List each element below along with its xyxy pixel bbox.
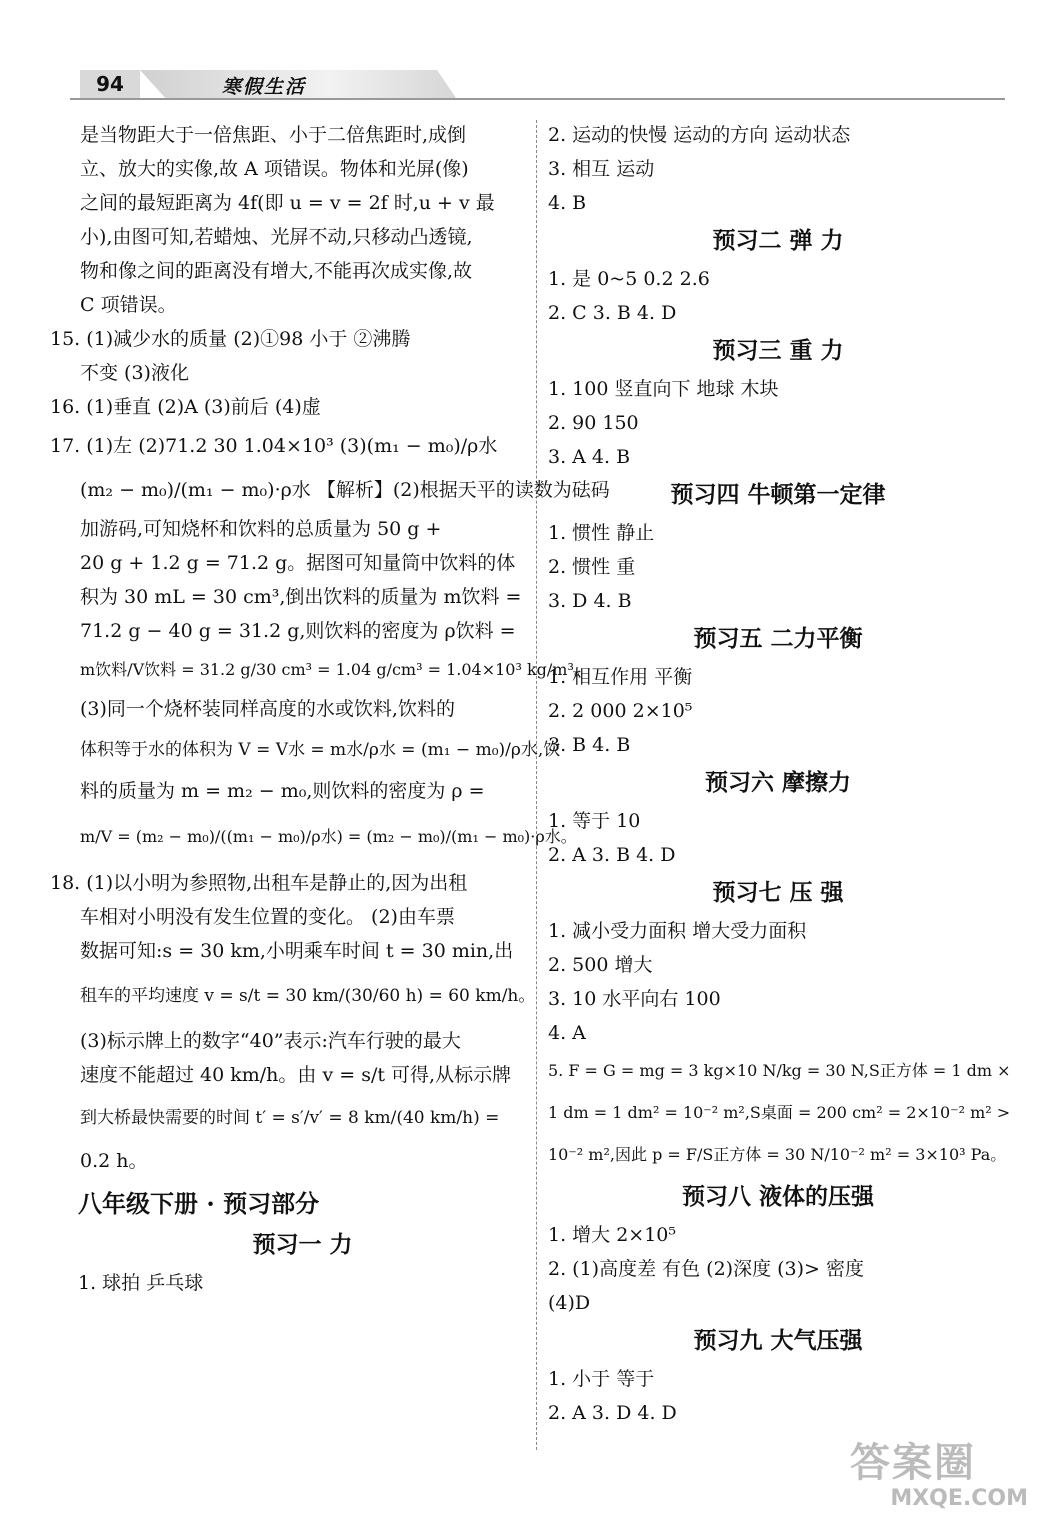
answer-line: 3. D 4. B [548,590,632,612]
text-line: 是当物距大于一倍焦距、小于二倍焦距时,成倒 [80,124,467,146]
text-line: 体积等于水的体积为 V = V水 = m水/ρ水 = (m₁ − m₀)/ρ水,饮 [80,740,561,760]
answer-line: 1. 球拍 乒乓球 [78,1272,204,1294]
answer-line: 1 dm = 1 dm² = 10⁻² m²,S桌面 = 200 cm² = 2×10⁻² m² > [548,1103,1011,1122]
text-line: 0.2 h。 [80,1150,148,1172]
answer-15: 15. (1)减少水的质量 (2)①98 小于 ②沸腾 [50,328,411,350]
section-title: 预习九 大气压强 [693,1327,863,1354]
part-heading: 八年级下册 · 预习部分 [78,1189,320,1218]
answer-16: 16. (1)垂直 (2)A (3)前后 (4)虚 [50,396,321,418]
text-line: (m₂ − m₀)/(m₁ − m₀)·ρ水 【解析】(2)根据天平的读数为砝码 [80,479,610,501]
answer-line: 3. 10 水平向右 100 [548,988,721,1010]
answer-line: 2. 500 增大 [548,954,653,976]
text-line: 速度不能超过 40 km/h。由 v = s/t 可得,从标示牌 [80,1064,512,1086]
section-title: 预习七 压 强 [712,879,844,906]
text-line: (3)标示牌上的数字“40”表示:汽车行驶的最大 [80,1030,461,1052]
answer-line: 1. 小于 等于 [548,1368,655,1390]
answer-line: 4. A [548,1022,586,1044]
answer-line: 1. 是 0~5 0.2 2.6 [548,268,710,290]
page-number: 94 [80,70,140,98]
text-line: 之间的最短距离为 4f(即 u = v = 2f 时,u + v 最 [80,192,495,214]
text-line: 立、放大的实像,故 A 项错误。物体和光屏(像) [80,158,469,180]
answer-line: 4. B [548,192,587,214]
section-title: 预习二 弹 力 [712,227,844,254]
answer-line: 1. 100 竖直向下 地球 木块 [548,378,779,400]
answer-line: 2. (1)高度差 有色 (2)深度 (3)> 密度 [548,1258,864,1280]
text-line: 到大桥最快需要的时间 t′ = s′/v′ = 8 km/(40 km/h) = [80,1108,500,1128]
text-line: 数据可知:s = 30 km,小明乘车时间 t = 30 min,出 [80,940,514,962]
answer-line: (4)D [548,1292,591,1314]
watermark-text: 答案圈 [850,1440,976,1486]
text-line: 加游码,可知烧杯和饮料的总质量为 50 g + [80,518,442,540]
answer-18: 18. (1)以小明为参照物,出租车是静止的,因为出租 [50,872,468,894]
answer-line: 3. A 4. B [548,446,631,468]
section-title: 预习三 重 力 [712,337,844,364]
text-line: C 项错误。 [80,294,177,316]
answer-line: 3. B 4. B [548,734,631,756]
watermark-url: MXQE.COM [890,1486,1028,1511]
answer-line: 2. C 3. B 4. D [548,302,677,324]
section-title: 预习五 二力平衡 [693,625,863,652]
text-line: m饮料/V饮料 = 31.2 g/30 cm³ = 1.04 g/cm³ = 1.04×10³ kg/m³。 [80,660,590,679]
answer-line: 1. 减小受力面积 增大受力面积 [548,920,807,942]
text-line: 不变 (3)液化 [80,362,189,384]
text-line: 物和像之间的距离没有增大,不能再次成实像,故 [80,260,473,282]
answer-line: 1. 等于 10 [548,810,641,832]
page-header [70,66,1005,100]
section-title-1: 预习一 力 [252,1231,353,1258]
text-line: 租车的平均速度 v = s/t = 30 km/(30/60 h) = 60 km/h。 [80,986,536,1006]
answer-line: 1. 惯性 静止 [548,522,655,544]
answer-line: 2. 90 150 [548,412,639,434]
answer-line: 1. 增大 2×10⁵ [548,1224,677,1246]
text-line: m/V = (m₂ − m₀)/((m₁ − m₀)/ρ水) = (m₂ − m₀)/(m₁ − m₀)·ρ水。 [80,827,577,846]
column-divider [536,120,537,1450]
answer-17: 17. (1)左 (2)71.2 30 1.04×10³ (3)(m₁ − m₀)/ρ水 [50,435,498,457]
text-line: 20 g + 1.2 g = 71.2 g。据图可知量筒中饮料的体 [80,552,516,574]
text-line: 小),由图可知,若蜡烛、光屏不动,只移动凸透镜, [80,226,473,248]
answer-line: 3. 相互 运动 [548,158,655,180]
right-column [548,118,1011,1430]
text-line: (3)同一个烧杯装同样高度的水或饮料,饮料的 [80,698,455,720]
text-line: 料的质量为 m = m₂ − m₀,则饮料的密度为 ρ = [80,780,485,802]
header-rule [70,98,1005,100]
text-line: 车相对小明没有发生位置的变化。 (2)由车票 [80,906,455,928]
section-title: 预习四 牛顿第一定律 [670,481,886,508]
answer-line: 1. 相互作用 平衡 [548,666,693,688]
text-line: 71.2 g − 40 g = 31.2 g,则饮料的密度为 ρ饮料 = [80,620,516,642]
answer-line: 2. 2 000 2×10⁵ [548,700,693,722]
section-title: 预习八 液体的压强 [681,1183,874,1210]
section-title: 预习六 摩擦力 [704,769,851,796]
answer-line: 2. 惯性 重 [548,556,636,578]
answer-line: 5. F = G = mg = 3 kg×10 N/kg = 30 N,S正方体 = 1 dm × [548,1061,1011,1080]
answer-line: 2. 运动的快慢 运动的方向 运动状态 [548,124,851,146]
text-line: 积为 30 mL = 30 cm³,倒出饮料的质量为 m饮料 = [80,586,522,608]
header-title: 寒假生活 [222,76,307,98]
answer-line: 2. A 3. B 4. D [548,844,676,866]
watermark-logo [850,1440,1040,1520]
answer-line: 10⁻² m²,因此 p = F/S正方体 = 30 N/10⁻² m² = 3×10³ Pa。 [548,1145,1007,1164]
answer-line: 2. A 3. D 4. D [548,1402,677,1424]
